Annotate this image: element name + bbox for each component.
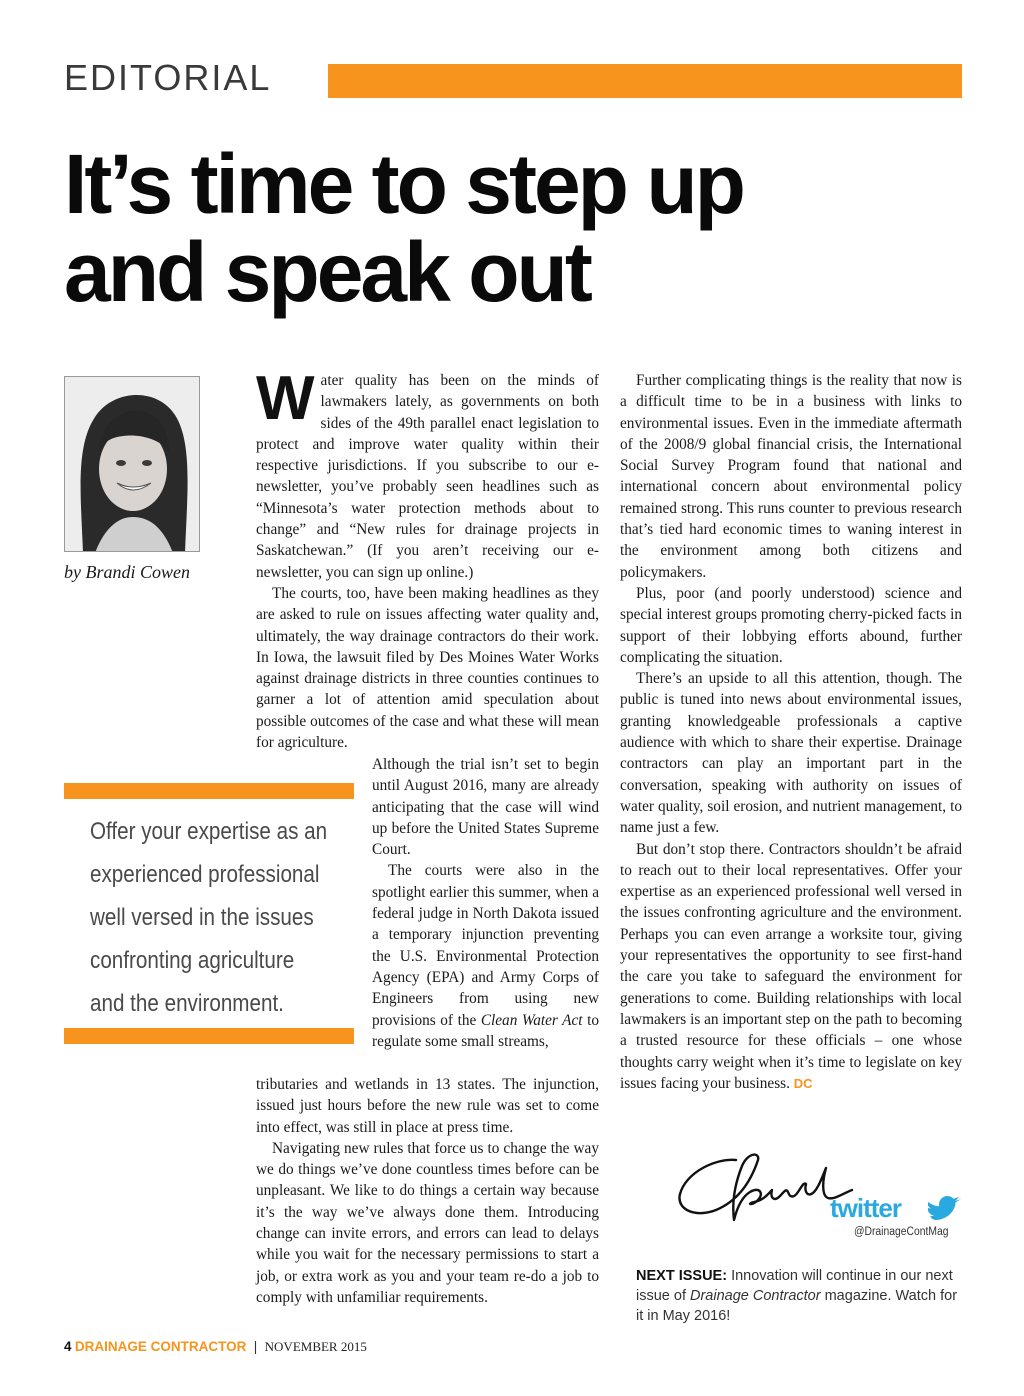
paragraph-8: [620, 839, 962, 1095]
pull-quote-line-3: well versed in the issues: [90, 904, 314, 931]
next-issue-magazine-title: Drainage Contractor: [690, 1288, 821, 1304]
paragraph-5: Further complicating things is the reality that now is a difficult time to be in a business with links to environmental issues. Even in the immediate aftermath of the 2008/9 global financial crisis, the International Social Survey Program found that national and international concern about environmental policy remained strong. This runs counter to previous research that’s tied hard economic times to waning interest in the environment among both citizens and policymakers.: [620, 372, 962, 581]
pull-quote-line-1: Offer your expertise as an: [90, 818, 328, 845]
handwritten-signature: [676, 1138, 856, 1228]
author-portrait-image: [65, 377, 200, 552]
footer-magazine-name: DRAINAGE CONTRACTOR: [74, 1339, 247, 1354]
article-column-right: [620, 370, 962, 1094]
page-number: 4: [64, 1339, 72, 1354]
pull-quote-bar-top: [64, 783, 354, 799]
pull-quote-line-2: experienced professional: [90, 861, 320, 888]
section-accent-bar: [328, 64, 962, 98]
paragraph-3-text-a: The courts were also in the spotlight earlier this summer, when a federal judge in North Dakota issued a temporary injunction preventing the U.S. Environmental Protection Agency (EPA) and Army Corps of Engineers from using new provisions of the: [372, 862, 599, 1029]
section-label: EDITORIAL: [64, 57, 272, 98]
pull-quote-line-4: confronting agriculture: [90, 947, 295, 974]
pull-quote: [90, 810, 348, 1025]
paragraph-3-continued: tributaries and wetlands in 13 states. The injunction, issued just hours before the new rule was set to come into effect, was still in place at press time.: [256, 1076, 599, 1136]
paragraph-1-text: ater quality has been on the minds of lawmakers lately, as governments on both sides of the 49th parallel enact legislation to protect and improve water quality within their respective jurisdictions. If you subscribe to our e-newsletter, you’ve probably seen headlines such as “Minnesota’s water protection methods about to change” and “New rules for drainage projects in Saskatchewan.” (If you aren’t receiving our e-newsletter, you can sign up online.): [256, 372, 599, 581]
byline: by Brandi Cowen: [64, 562, 190, 582]
author-photo: [64, 376, 200, 552]
headline-line-1: It’s time to step up: [64, 137, 743, 231]
paragraph-7: There’s an upside to all this attention, though. The public is tuned into news about environmental issues, granting knowledgeable professionals a captive audience with which to share their expertise. Drainage contractors can play an important part in the conversation, speaking with authority on issues of water quality, soil erosion, and nutrient management, to name just a few.: [620, 670, 962, 837]
twitter-wordmark: twitter: [830, 1193, 901, 1223]
next-issue-label: NEXT ISSUE:: [636, 1268, 728, 1284]
headline: [64, 137, 964, 319]
signoff: DC: [793, 1075, 813, 1091]
article-column-middle-top: [256, 364, 599, 753]
twitter-bird-icon: [928, 1196, 962, 1220]
pull-quote-line-5: and the environment.: [90, 990, 284, 1017]
next-issue-text-b: magazine. Watch for it in May 2016!: [636, 1288, 958, 1324]
footer-separator: |: [253, 1339, 258, 1354]
headline-line-2: and speak out: [64, 225, 590, 319]
twitter-handle: @DrainageContMag: [854, 1226, 949, 1238]
pull-quote-bar-bottom: [64, 1028, 354, 1044]
paragraph-3: [372, 860, 599, 1052]
next-issue-note: [636, 1266, 962, 1326]
paragraph-6: Plus, poor (and poorly understood) science and special interest groups promoting cherry-picked facts in support of their lobbying efforts abound, further complicating the situation.: [620, 584, 962, 666]
paragraph-1: [256, 364, 599, 583]
page-footer: [64, 1338, 367, 1356]
paragraph-3-italic: Clean Water Act: [480, 1011, 583, 1029]
drop-cap: W: [256, 364, 315, 433]
article-column-middle-narrow: [372, 754, 599, 1052]
paragraph-2: The courts, too, have been making headlines as they are asked to rule on issues affecting water quality and, ultimately, the way drainage contractors do their work. In Iowa, the lawsuit filed by Des Moines Water Works against drainage districts in three counties continues to garner a lot of attention amid speculation about possible outcomes of the case and what these will mean for agriculture.: [256, 584, 599, 752]
paragraph-2-continued: Although the trial isn’t set to begin until August 2016, many are already anticipating that the case will wind up before the United States Supreme Court.: [372, 756, 599, 859]
paragraph-4: Navigating new rules that force us to change the way we do things we’ve done countless times before can be unpleasant. We like to do things a certain way because it’s the way we’ve always done them. Introducing change can invite errors, and errors can lead to delays while you wait for the necessary permissions to start a job, or extra work as you and your team re-do a job to comply with unfamiliar requirements.: [256, 1139, 599, 1306]
paragraph-3-text-b: to regulate some small streams,: [372, 1011, 599, 1050]
article-column-middle-bottom: [256, 1074, 599, 1308]
footer-issue-date: NOVEMBER 2015: [264, 1339, 367, 1354]
next-issue-text-a: Innovation will continue in our next issue of: [636, 1268, 953, 1304]
paragraph-8-text: But don’t stop there. Contractors shouldn’t be afraid to reach out to their local representatives. Offer your expertise as an experienced professional well versed in the issues confronting agriculture and the environment. Perhaps you can even arrange a worksite tour, giving your representatives the opportunity to see first-hand the care you take to safeguard the environment for generations to come. Building relationships with local lawmakers is an important step on the path to becoming a trusted resource for these officials – one whose thoughts carry weight when it’s time to legislate on key issues facing your business.: [620, 840, 962, 1092]
